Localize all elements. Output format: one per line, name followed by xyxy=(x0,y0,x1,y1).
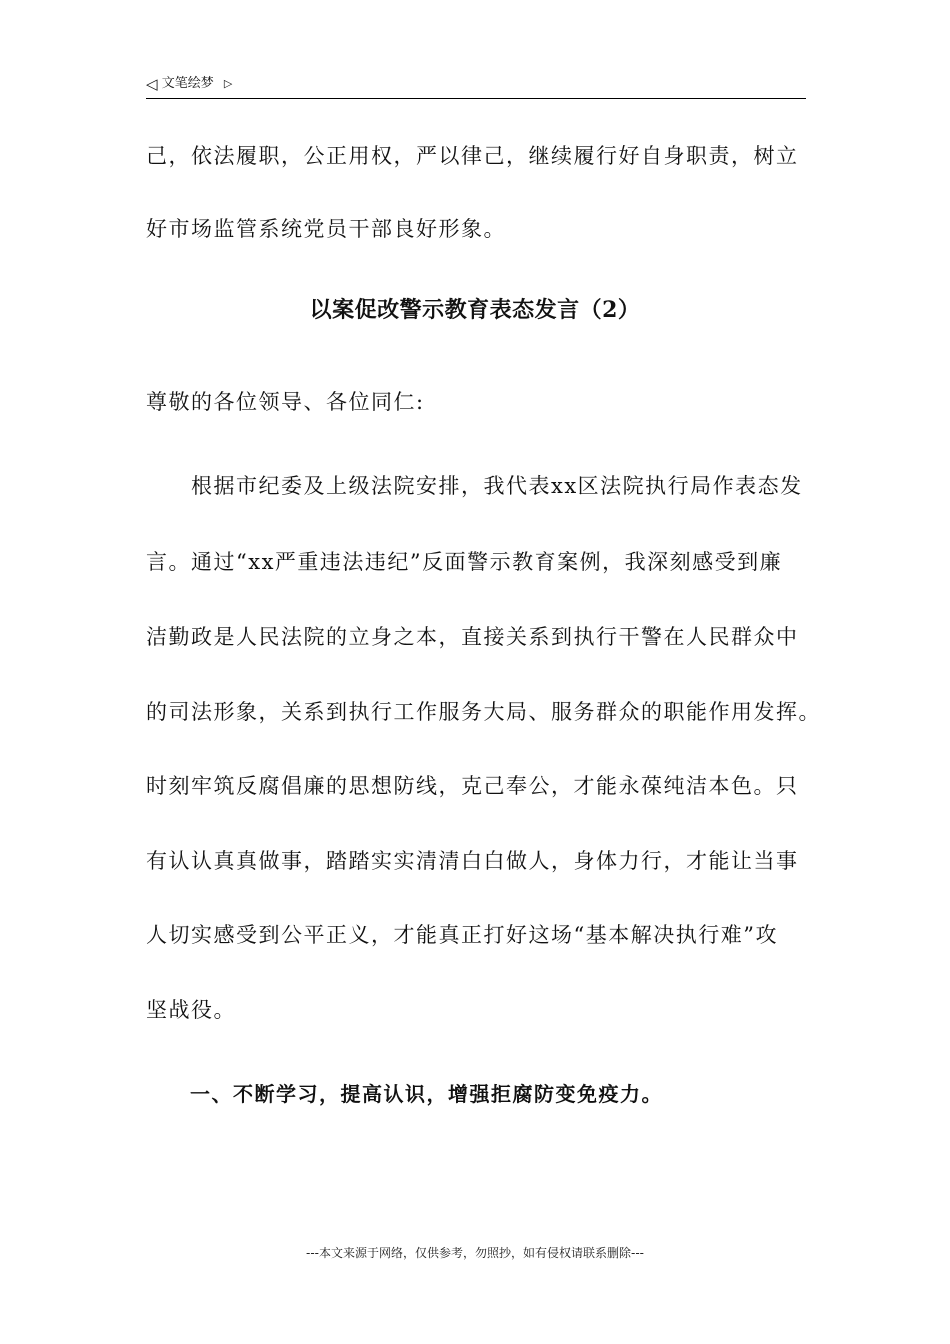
paragraph-line-2: 言。通过“xx严重违法违纪”反面警示教育案例，我深刻感受到廉 xyxy=(146,550,783,574)
paragraph-line-3: 洁勤政是人民法院的立身之本，直接关系到执行干警在人民群众中 xyxy=(146,625,799,649)
page-footer: ---本文来源于网络，仅供参考，勿照抄，如有侵权请联系删除--- xyxy=(306,1246,644,1260)
paragraph-line-1: 根据市纪委及上级法院安排，我代表xx区法院执行局作表态发 xyxy=(146,474,803,498)
paragraph-line-8: 坚战役。 xyxy=(146,998,236,1022)
page-header xyxy=(146,74,806,99)
document-title: 以案促改警示教育表态发言（2） xyxy=(309,297,641,323)
salutation: 尊敬的各位领导、各位同仁: xyxy=(146,390,425,414)
paragraph-line-5: 时刻牢筑反腐倡廉的思想防线，克己奉公，才能永葆纯洁本色。只 xyxy=(146,774,799,798)
header-text: 文笔绘梦 xyxy=(161,76,214,91)
body-line-2: 好市场监管系统党员干部良好形象。 xyxy=(146,217,506,241)
triangle-right-icon: ▷ xyxy=(223,77,233,90)
paragraph-line-4: 的司法形象，关系到执行工作服务大局、服务群众的职能作用发挥。 xyxy=(146,700,821,724)
paragraph-line-6: 有认认真真做事，踏踏实实清清白白做人，身体力行，才能让当事 xyxy=(146,849,799,873)
section-heading: 一、不断学习，提高认识，增强拒腐防变免疫力。 xyxy=(190,1082,663,1106)
body-line-1: 己，依法履职，公正用权，严以律己，继续履行好自身职责，树立 xyxy=(146,144,799,168)
paragraph-line-7: 人切实感受到公平正义，才能真正打好这场“基本解决执行难”攻 xyxy=(146,923,778,947)
triangle-left-icon: ◁ xyxy=(146,75,158,93)
